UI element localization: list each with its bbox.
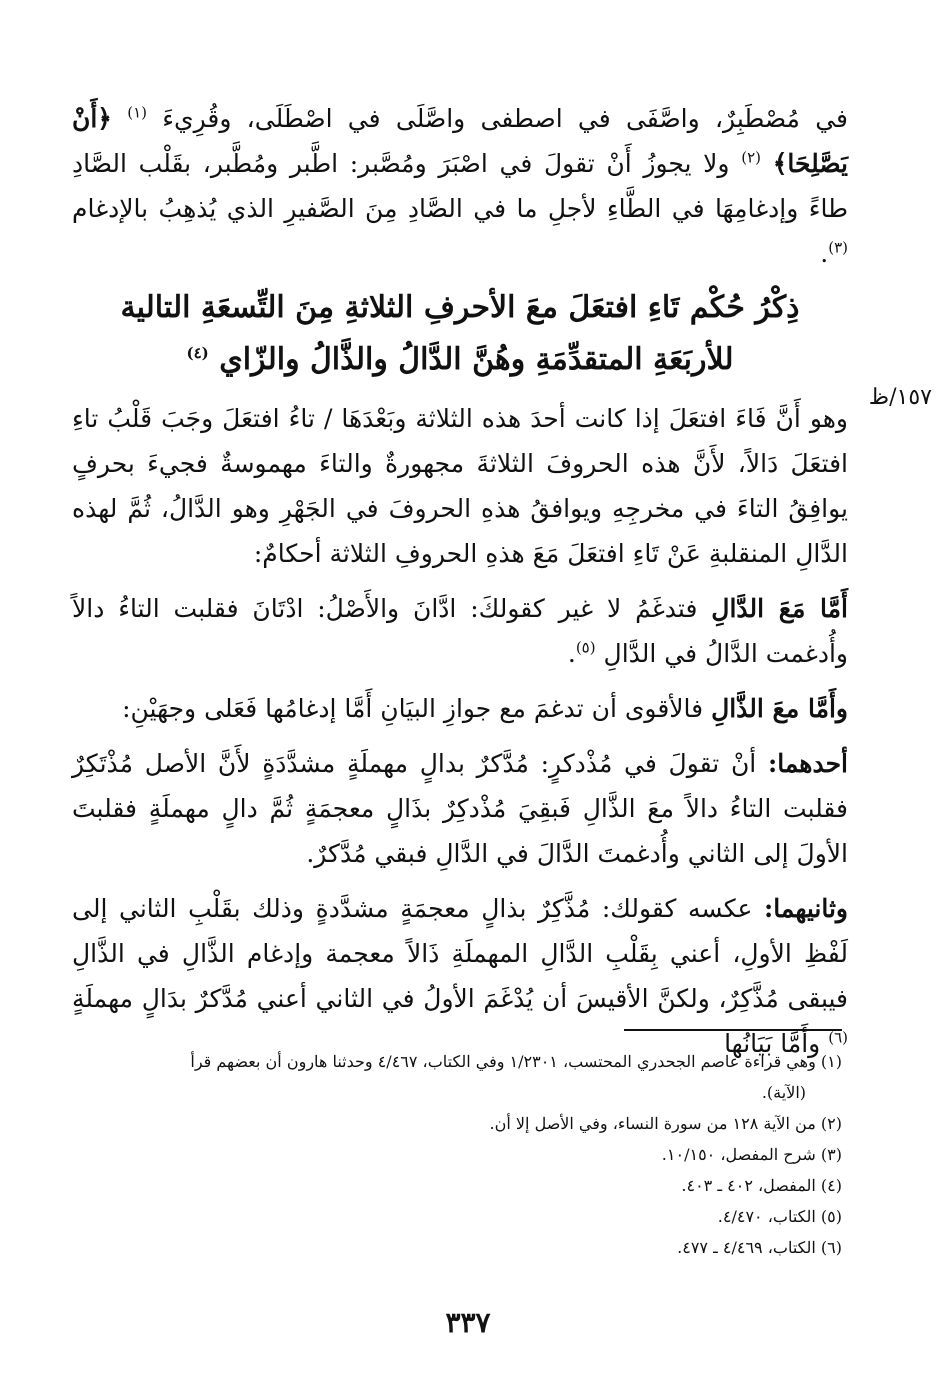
footnote-separator	[624, 1029, 842, 1031]
paragraph-1: في مُصْطَبِرٌ، واصَّفَى في اصطفى واصَّلَى في اصْطَلَى، وقُرِيءَ $^{(١)}$ ﴿أَنْ يَصَّلِحَا﴾ $^{(٢)}$ ولا يجوزُ أَنْ تقولَ في اصْبَرَ ومُصَّبر: اطَّبر ومُطَّبر، بقَلْب الصَّادِ طاءً وإدغامِهَا في الطَّاءِ لأجلِ ما في الصَّادِ مِنَ الصَّفيرِ الذي يُذهِبُ بالإدغام $^{(٣)}$.	[72, 103, 849, 268]
section-heading	[72, 282, 848, 386]
heading-line-2: للأربَعَةِ المتقدِّمَةِ وهُنَّ الدَّالُ والذَّالُ والزّاي $^{(٤)}$	[186, 342, 734, 377]
footnote-5: (٥) الكتاب، ٤/٤٧٠.	[717, 1207, 842, 1226]
paragraph-6: وثانيهما: عكسه كقولك: مُذَّكِرٌ بذالٍ معجمَةٍ مشدَّدةٍ وذلك بقَلْبِ الثاني إلى لَفْظِ الأولِ، أعني بِقَلْبِ الدَّالِ المهملَةِ ذَالاً معجمة وإدغام الذَّالِ في الذَّالِ فيبقى مُذَّكِرٌ، ولكنَّ الأقيسَ أن يُدْغَمَ الأولُ في الثاني أعني مُدَّكرٌ بدَالٍ مهملَةٍ $^{(٦)}$ وأَمَّا بَيَانُها	[72, 894, 848, 1058]
footnote-1-continuation: (الآية).	[761, 1083, 806, 1102]
footnote-ref-3: (٣)	[828, 238, 848, 257]
footnote-ref-5: (٥)	[575, 638, 596, 657]
main-text	[72, 96, 848, 1066]
paragraph-6-lead: وثانيهما:	[764, 894, 848, 923]
footnote-ref-1: (١)	[127, 103, 148, 122]
footnote-ref-2: (٢)	[741, 148, 761, 167]
footnote-6: (٦) الكتاب، ٤/٤٦٩ ـ ٤٧٧.	[677, 1238, 842, 1257]
paragraph-3-lead: أَمَّا مَعَ الدَّالِ	[711, 594, 848, 623]
footnote-ref-6: (٦)	[828, 1028, 848, 1047]
footnote-ref-4: (٤)	[186, 344, 209, 362]
paragraph-4: وأَمَّا معَ الذَّالِ فالأقوى أن تدغمَ مع جوازِ البيَانِ أَمَّا إدغامُها فَعَلى وجهَيْنِ:	[122, 694, 848, 723]
manuscript-folio-mark: ١٥٧/ظ	[868, 385, 932, 410]
paragraph-5-lead: أحدهما:	[767, 749, 848, 778]
footnotes	[60, 1046, 842, 1263]
footnote-1: (١) وهي قراءة عاصم الجحدري المحتسب، ١/٢٣٠١ وفي الكتاب، ٤/٤٦٧ وحدثنا هارون أن بعضهم قرأ	[190, 1052, 842, 1071]
footnote-2: (٢) من الآية ١٢٨ من سورة النساء، وفي الأصل إلا أن.	[489, 1114, 842, 1133]
page-number: ٣٣٧	[445, 1306, 491, 1339]
footnote-3: (٣) شرح المفصل، ١٠/١٥٠.	[661, 1145, 842, 1164]
paragraph-2: وهو أَنَّ فَاءَ افتعَلَ إذا كانت أحدَ هذه الثلاثة وبَعْدَهَا / تاءُ افتعَلَ وجَبَ قَلْبُ تاءِ افتعَلَ دَالاً، لأَنَّ هذه الحروفَ الثلاثةَ مجهورةٌ والتاءَ مهموسةٌ فجيءَ بحرفٍ يوافِقُ التاءَ في مخرجِهِ ويوافقُ هذهِ الحروفَ في الجَهْرِ وهو الدَّالُ، ثُمَّ لهذه الدَّالِ المنقلبةِ عَنْ تَاءِ افتعَلَ مَعَ هذهِ الحروفِ الثلاثة أحكامٌ:	[72, 404, 848, 568]
quran-quote: ﴿أَنْ يَصَّلِحَا﴾	[72, 104, 849, 178]
heading-line-1: ذِكْرُ حُكْم تَاءِ افتعَلَ معَ الأحرفِ الثلاثةِ مِنَ التِّسعَةِ التالية	[120, 290, 800, 325]
paragraph-3: أَمَّا مَعَ الدَّالِ فتدغَمُ لا غير كقولكَ: ادَّانَ والأَصْلُ: ادْتَانَ فقلبت التاءُ دالاً وأُدغمت الدَّالُ في الدَّالِ $^{(٥)}$.	[72, 594, 848, 668]
paragraph-4-lead: وأَمَّا معَ الذَّالِ	[711, 694, 848, 723]
footnote-4: (٤) المفصل، ٤٠٢ ـ ٤٠٣.	[681, 1176, 842, 1195]
paragraph-5: أحدهما: أنْ تقولَ في مُذْدكرٍ: مُدَّكرٌ بدالٍ مهملَةٍ مشدَّدَةٍ لأَنَّ الأصل مُذْتَكِرٌ فقلبت التاءُ دالاً معَ الذَّالِ فَبقِيَ مُذْدكِرٌ بذَالٍ معجمَةٍ ثُمَّ دالٍ مهملَةٍ فقلبتَ الأولَ إلى الثاني وأُدغمتَ الدَّالَ في الدَّالِ فبقي مُدَّكرٌ.	[72, 749, 848, 868]
